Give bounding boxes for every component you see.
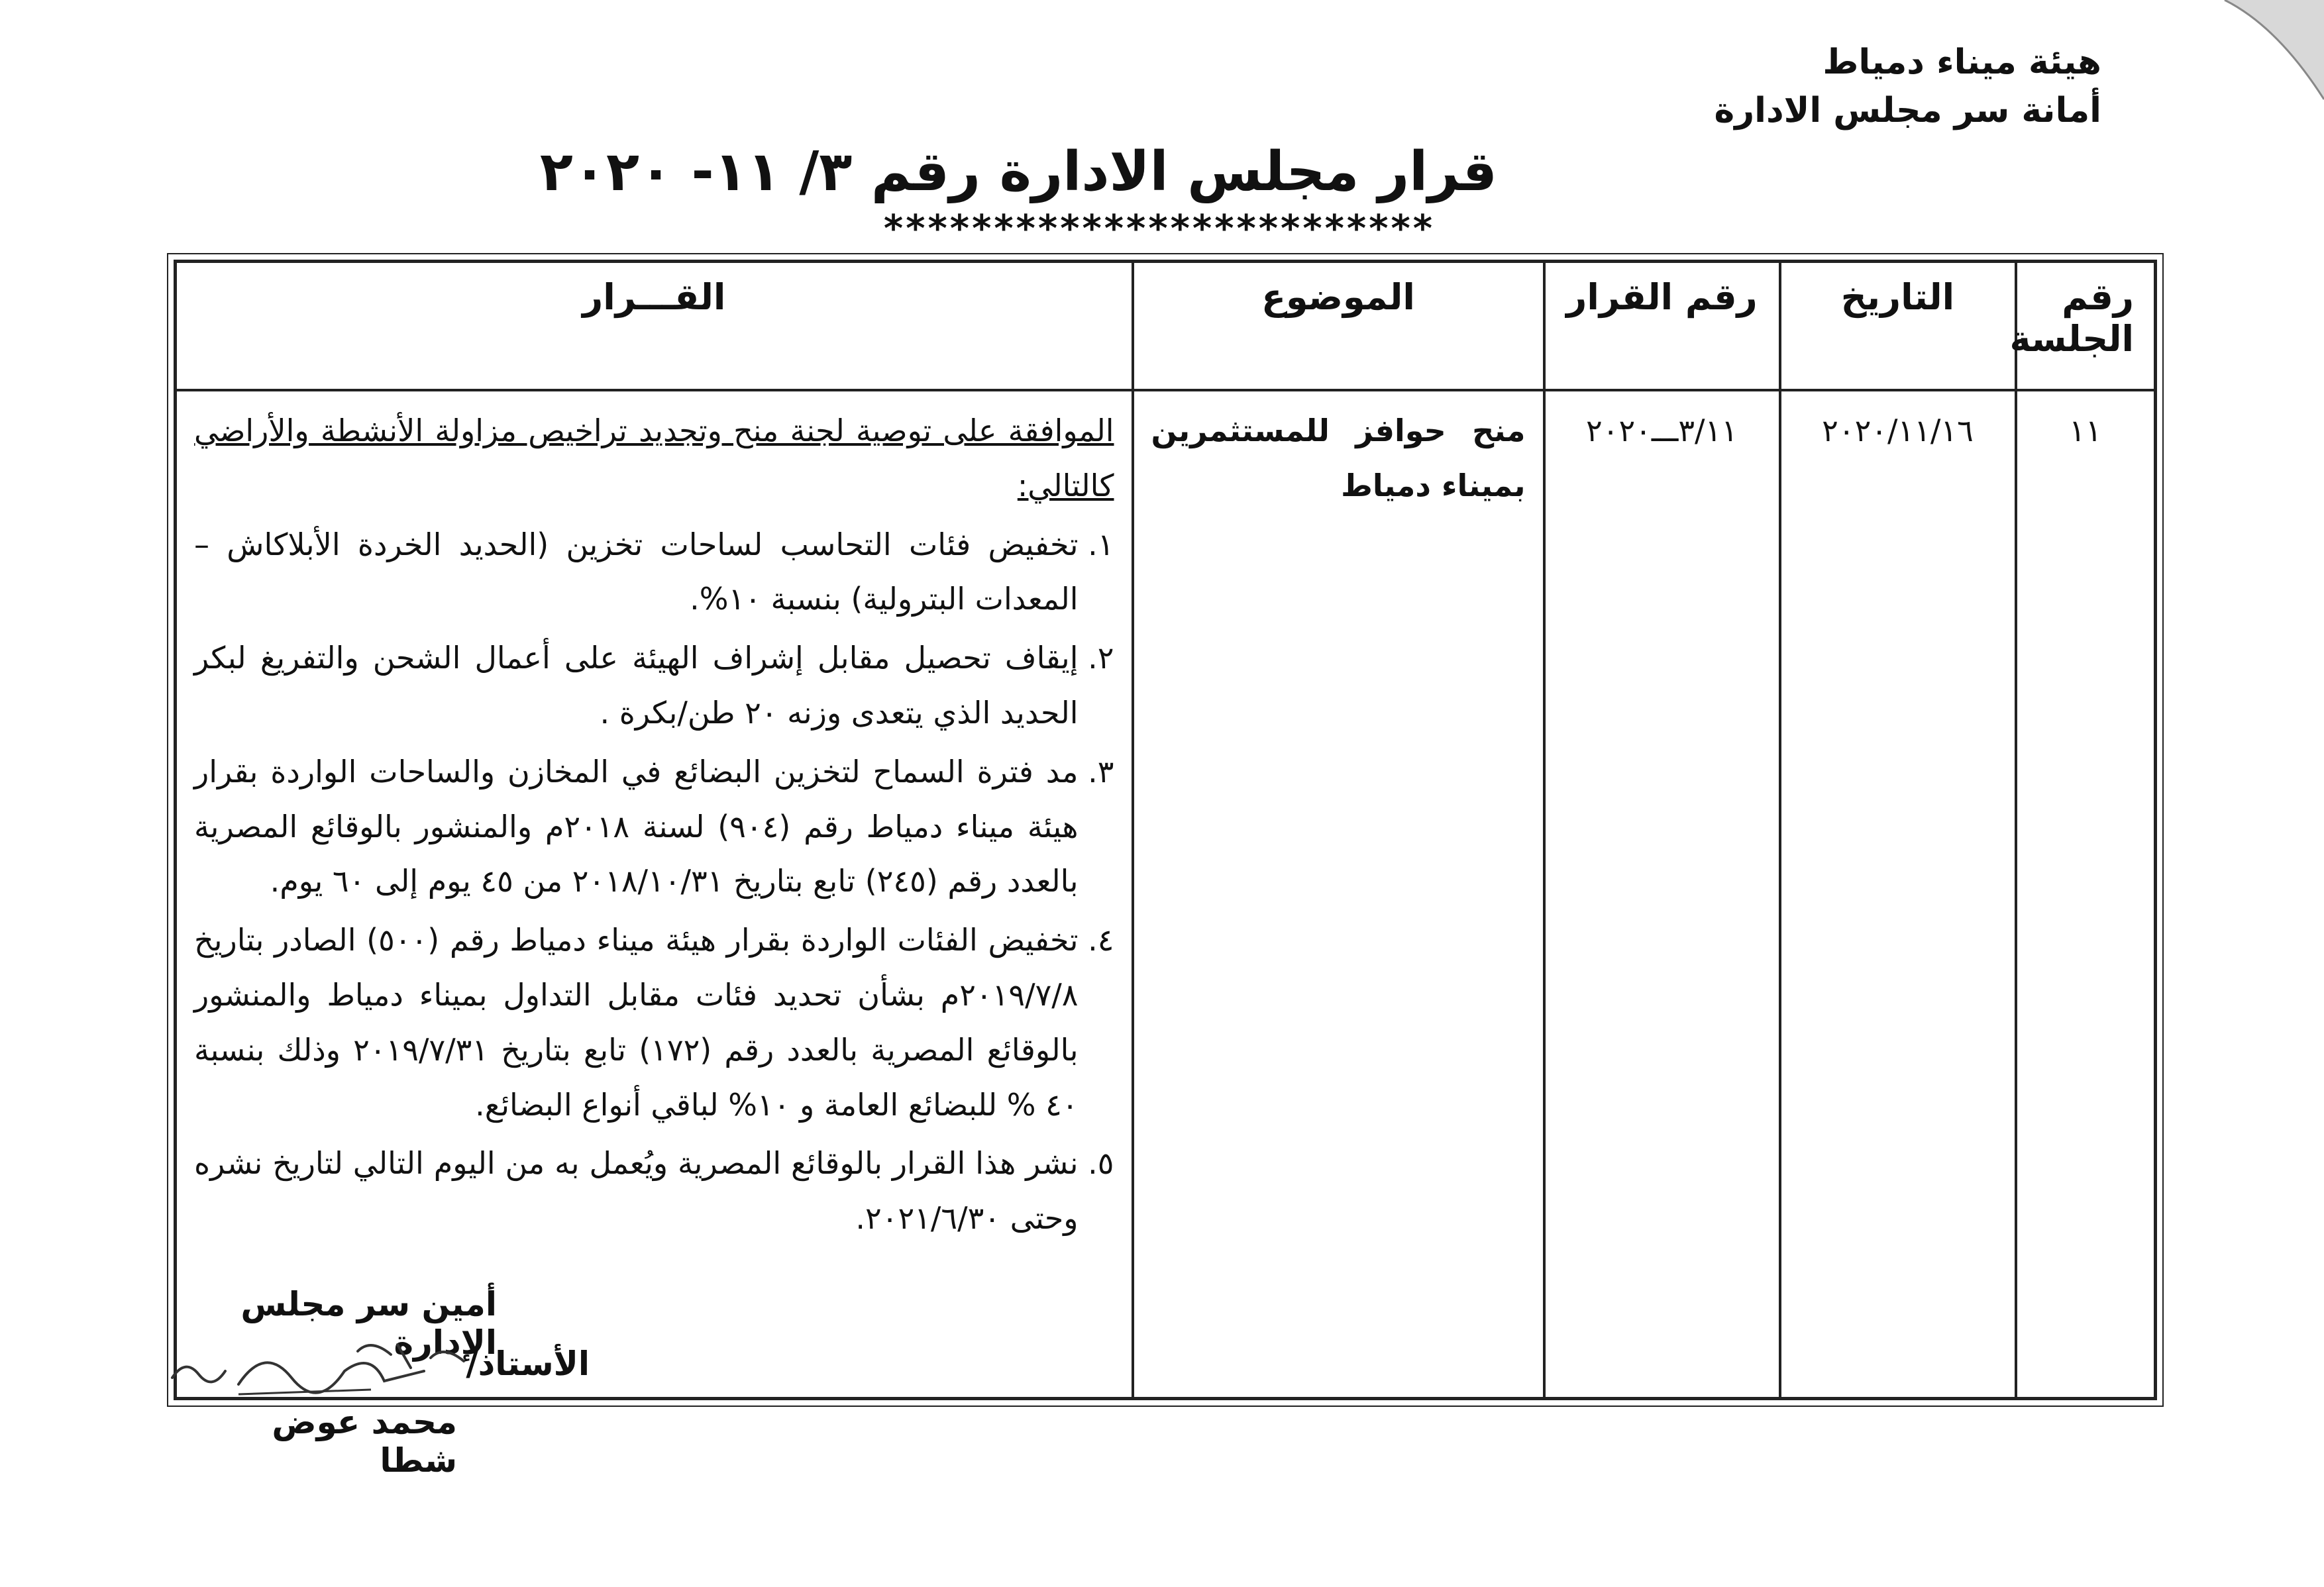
signatory-label: الأستاذ/ [466, 1345, 590, 1383]
decision-item-number: ١. [1088, 526, 1114, 562]
cell-decision-number: ٣/١١ـــ٢٠٢٠ [1544, 390, 1780, 1399]
signatory-title: أمين سر مجلس الإدارة [240, 1285, 497, 1362]
header-subject: الموضوع [1133, 262, 1544, 391]
decision-item-text: تخفيض الفئات الواردة بقرار هيئة ميناء دمياط رقم (٥٠٠) الصادر بتاريخ ٢٠١٩/٧/٨م بشأن تحديد فئات مقابل التداول بميناء دمياط والمنشور بالوقائع المصرية بالعدد رقم (١٧٢) تابع بتاريخ ٢٠١٩/٧/٣١ وذلك بنسبة ٤٠ % للبضائع العامة و ١٠% لباقي أنواع البضائع. [194, 922, 1079, 1123]
decision-intro: الموافقة على توصية لجنة منح وتجديد تراخيص مزاولة الأنشطة والأراضي كالتالي: [194, 413, 1114, 503]
handwritten-signature [159, 1331, 477, 1411]
decision-item [194, 631, 1114, 741]
decision-item [194, 744, 1114, 909]
org-name: هيئة ميناء دمياط [1822, 42, 2101, 82]
decision-items [194, 517, 1114, 1246]
decision-item-text: إيقاف تحصيل مقابل إشراف الهيئة على أعمال الشحن والتفريغ لبكر الحديد الذي يتعدى وزنه ٢٠ طن/بكرة . [194, 640, 1079, 731]
decision-item-number: ٤. [1088, 922, 1114, 958]
cell-decision [176, 390, 1133, 1399]
org-department: أمانة سر مجلس الادارة [1714, 90, 2101, 130]
header-decision: القـــرار [176, 262, 1133, 391]
decision-item [194, 1136, 1114, 1246]
decision-item-number: ٢. [1088, 640, 1114, 676]
table-header-row [176, 262, 2156, 391]
decision-table [174, 260, 2157, 1400]
header-org [1715, 38, 2102, 135]
decision-item-number: ٥. [1088, 1145, 1114, 1182]
table-row [176, 390, 2156, 1399]
decision-item-number: ٣. [1088, 753, 1114, 790]
decision-item [194, 517, 1114, 627]
decision-item-text: نشر هذا القرار بالوقائع المصرية ويُعمل به من اليوم التالي لتاريخ نشره وحتى ٢٠٢١/٦/٣٠. [194, 1145, 1079, 1237]
title-separator: ************************* [883, 207, 1436, 250]
cell-session: ١١ [2016, 390, 2156, 1399]
decision-item-text: مد فترة السماح لتخزين البضائع في المخازن والساحات الواردة بقرار هيئة ميناء دمياط رقم (٩٠٤) لسنة ٢٠١٨م والمنشور بالوقائع المصرية بالعدد رقم (٢٤٥) تابع بتاريخ ٢٠١٨/١٠/٣١ من ٤٥ يوم إلى ٦٠ يوم. [194, 753, 1079, 899]
header-session: رقم الجلسة [2016, 262, 2156, 391]
cell-date: ٢٠٢٠/١١/١٦ [1780, 390, 2016, 1399]
cell-subject: منح حوافز للمستثمرين بميناء دمياط [1133, 390, 1544, 1399]
decision-item [194, 913, 1114, 1132]
signatory-name: محمد عوض شطا [272, 1403, 457, 1480]
header-date: التاريخ [1780, 262, 2016, 391]
decision-item-text: تخفيض فئات التحاسب لساحات تخزين (الحديد الخردة الأبلاكاش – المعدات البترولية) بنسبة ١٠%. [194, 526, 1079, 617]
page-corner-fold [2152, 0, 2324, 113]
header-decision-number: رقم القرار [1544, 262, 1780, 391]
page-title: قرار مجلس الادارة رقم ٣/ ١١- ٢٠٢٠ [539, 140, 1497, 203]
